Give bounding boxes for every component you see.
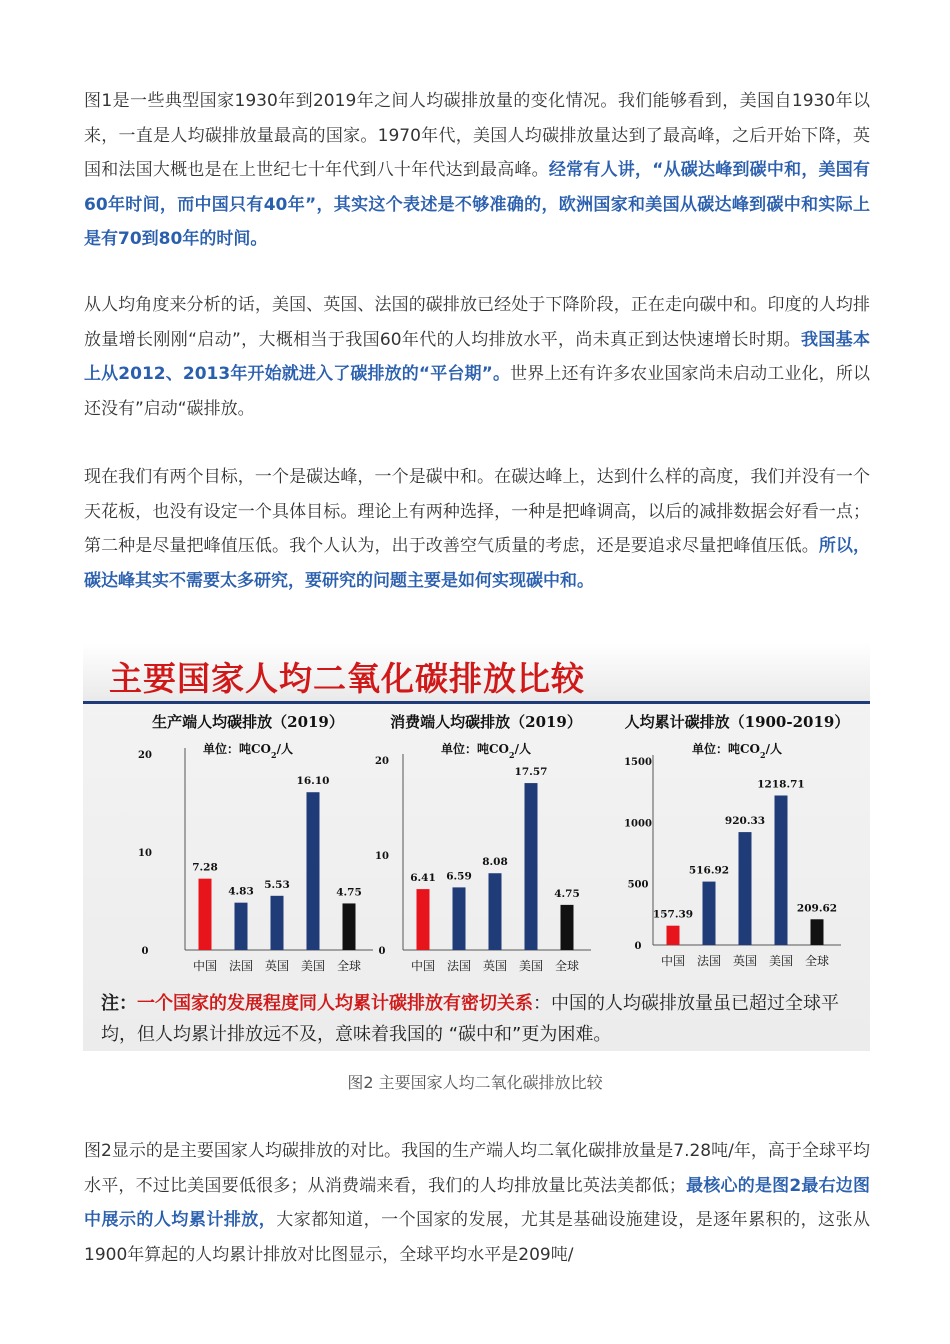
chart-0-value-label: 16.10 [296, 775, 330, 788]
paragraph-2-text: 从人均角度来分析的话，美国、英国、法国的碳排放已经处于下降阶段，正在走向碳中和。印度的人均排放量增长刚刚“启动”，大概相当于我国60年代的人均排放水平，尚未真正到达快速增长时期。 [84, 295, 870, 350]
chart-1-ytick: 10 [375, 851, 389, 862]
figure-title: 主要国家人均二氧化碳排放比较 [109, 659, 585, 698]
chart-0-bar [343, 903, 356, 950]
paragraph-3-highlight: 所以，碳达峰其实不需要太多研究，要研究的问题主要是如何实现碳中和。 [84, 536, 871, 591]
chart-1-ytick: 20 [375, 756, 389, 767]
paragraph-3-text: 现在我们有两个目标，一个是碳达峰，一个是碳中和。在碳达峰上，达到什么样的高度，我们并没有一个天花板，也没有设定一个具体目标。理论上有两种选择，一种是把峰调高，以后的减排数据会好看一点；第二种是尽量把峰值压低。我个人认为，出于改善空气质量的考虑，还是要追求尽量把峰值压低。 [84, 467, 870, 557]
paragraph-1-text: 图1是一些典型国家1930年到2019年之间人均碳排放量的变化情况。我们能够看到，美国自1930年以来，一直是人均碳排放量最高的国家。1970年代，美国人均碳排放量达到了最高峰，之后开始下降，英国和法国大概也是在上世纪七十年代到八十年代达到最高峰。 [84, 91, 870, 181]
figure-note-label: 注： [101, 993, 137, 1014]
chart-2-bar [811, 919, 824, 945]
chart-0-value-label: 5.53 [264, 878, 290, 891]
chart-2-ytick: 1500 [624, 757, 652, 768]
chart-1-value-label: 17.57 [514, 766, 548, 779]
chart-0-bar [307, 792, 320, 950]
chart-0-bar [235, 903, 248, 950]
charts-svg [83, 643, 870, 983]
paragraph-4-highlight: 最核心的是图2最右边图中展示的人均累计排放， [84, 1175, 870, 1231]
chart-2-category-label: 英国 [732, 954, 758, 968]
paragraph-2-highlight: 我国基本上从2012、2013年开始就进入了碳排放的“平台期”。 [84, 329, 871, 385]
figure-2 [83, 643, 870, 1051]
chart-2-value-label: 209.62 [796, 902, 838, 915]
figure-caption: 图2 主要国家人均二氧化碳排放比较 [347, 1073, 603, 1092]
chart-1-bar [453, 887, 466, 950]
chart-2-ytick: 0 [634, 941, 642, 952]
chart-2-bar [703, 882, 716, 945]
chart-2-bar [739, 832, 752, 945]
chart-2-value-label: 157.39 [652, 908, 694, 921]
chart-1-value-label: 6.59 [446, 870, 472, 883]
chart-0-value-label: 7.28 [192, 861, 218, 874]
paragraph-2-text-end: 世界上还有许多农业国家尚未启动工业化，所以还没有”启动“碳排放。 [84, 364, 870, 419]
chart-1-unit: 单位：吨$CO_2/$人 [441, 742, 531, 760]
chart-2-title: 人均累计碳排放（1900-2019） [624, 713, 850, 731]
chart-1-value-label: 4.75 [554, 887, 580, 900]
chart-1-bar [417, 889, 430, 950]
chart-0-category-label: 全球 [336, 959, 362, 973]
chart-2-bar [775, 796, 788, 945]
chart-2-unit: 单位：吨$CO_2/$人 [692, 742, 782, 760]
paragraph-4-text: 图2显示的是主要国家人均碳排放的对比。我国的生产端人均二氧化碳排放量是7.28吨/年，高于全球平均水平，不过比美国要低很多；从消费端来看，我们的人均排放量比英法美都低； [84, 1141, 870, 1196]
chart-0-bar [199, 879, 212, 950]
figure-note-text: ：中国的人均碳排放量虽已超过全球平均，但人均累计排放远不及，意味着我国的 “碳中和”更为困难。 [101, 993, 839, 1045]
chart-1-category-label: 美国 [518, 959, 544, 973]
chart-2-value-label: 516.92 [688, 864, 730, 877]
chart-0-category-label: 中国 [192, 959, 218, 973]
chart-2-category-label: 美国 [768, 954, 794, 968]
chart-1-title: 消费端人均碳排放（2019） [390, 713, 582, 731]
chart-0-ytick: 0 [141, 946, 149, 957]
chart-0-title: 生产端人均碳排放（2019） [152, 713, 344, 731]
chart-1-category-label: 英国 [482, 959, 508, 973]
chart-1-bar [525, 783, 538, 950]
chart-0-bar [271, 896, 284, 950]
paragraph-2 [84, 288, 870, 426]
paragraph-4-text-end: 大家都知道，一个国家的发展，尤其是基础设施建设，是逐年累积的，这张从1900年算起的人均累计排放对比图显示，全球平均水平是209吨/ [84, 1210, 870, 1265]
chart-1-bar [489, 873, 502, 950]
chart-0-category-label: 法国 [228, 959, 254, 973]
paragraph-1 [84, 84, 870, 257]
chart-2-ytick: 1000 [624, 818, 652, 830]
chart-0-ytick: 20 [138, 750, 152, 761]
chart-1-value-label: 6.41 [410, 872, 436, 885]
chart-0-ytick: 10 [138, 848, 152, 859]
chart-1-ytick: 0 [378, 946, 386, 957]
chart-2-ytick: 500 [627, 879, 649, 891]
chart-2-category-label: 法国 [696, 954, 722, 968]
chart-1-category-label: 中国 [410, 959, 436, 973]
paragraph-4 [84, 1134, 870, 1272]
figure-note-emphasis: 一个国家的发展程度同人均累计碳排放有密切关系 [137, 993, 533, 1014]
chart-0-category-label: 美国 [300, 959, 326, 973]
chart-2-bar [667, 926, 680, 945]
paragraph-1-highlight: 经常有人讲，“从碳达峰到碳中和，美国有60年时间，而中国只有40年”，其实这个表述是不够准确的，欧洲国家和美国从碳达峰到碳中和实际上是有70到80年的时间。 [84, 160, 870, 250]
chart-1-category-label: 法国 [446, 959, 472, 973]
chart-2-value-label: 920.33 [724, 815, 766, 828]
chart-2-value-label: 1218.71 [757, 778, 805, 791]
chart-2-category-label: 全球 [804, 954, 830, 968]
chart-2-category-label: 中国 [660, 954, 686, 968]
chart-0-value-label: 4.75 [336, 886, 362, 899]
paragraph-3 [84, 460, 870, 598]
chart-1-bar [561, 905, 574, 950]
figure-note [101, 988, 861, 1050]
chart-1-category-label: 全球 [554, 959, 580, 973]
chart-0-unit: 单位：吨$CO_2/$人 [203, 742, 293, 760]
chart-1-value-label: 8.08 [482, 856, 508, 869]
chart-0-category-label: 英国 [264, 959, 290, 973]
chart-0-value-label: 4.83 [228, 885, 254, 898]
